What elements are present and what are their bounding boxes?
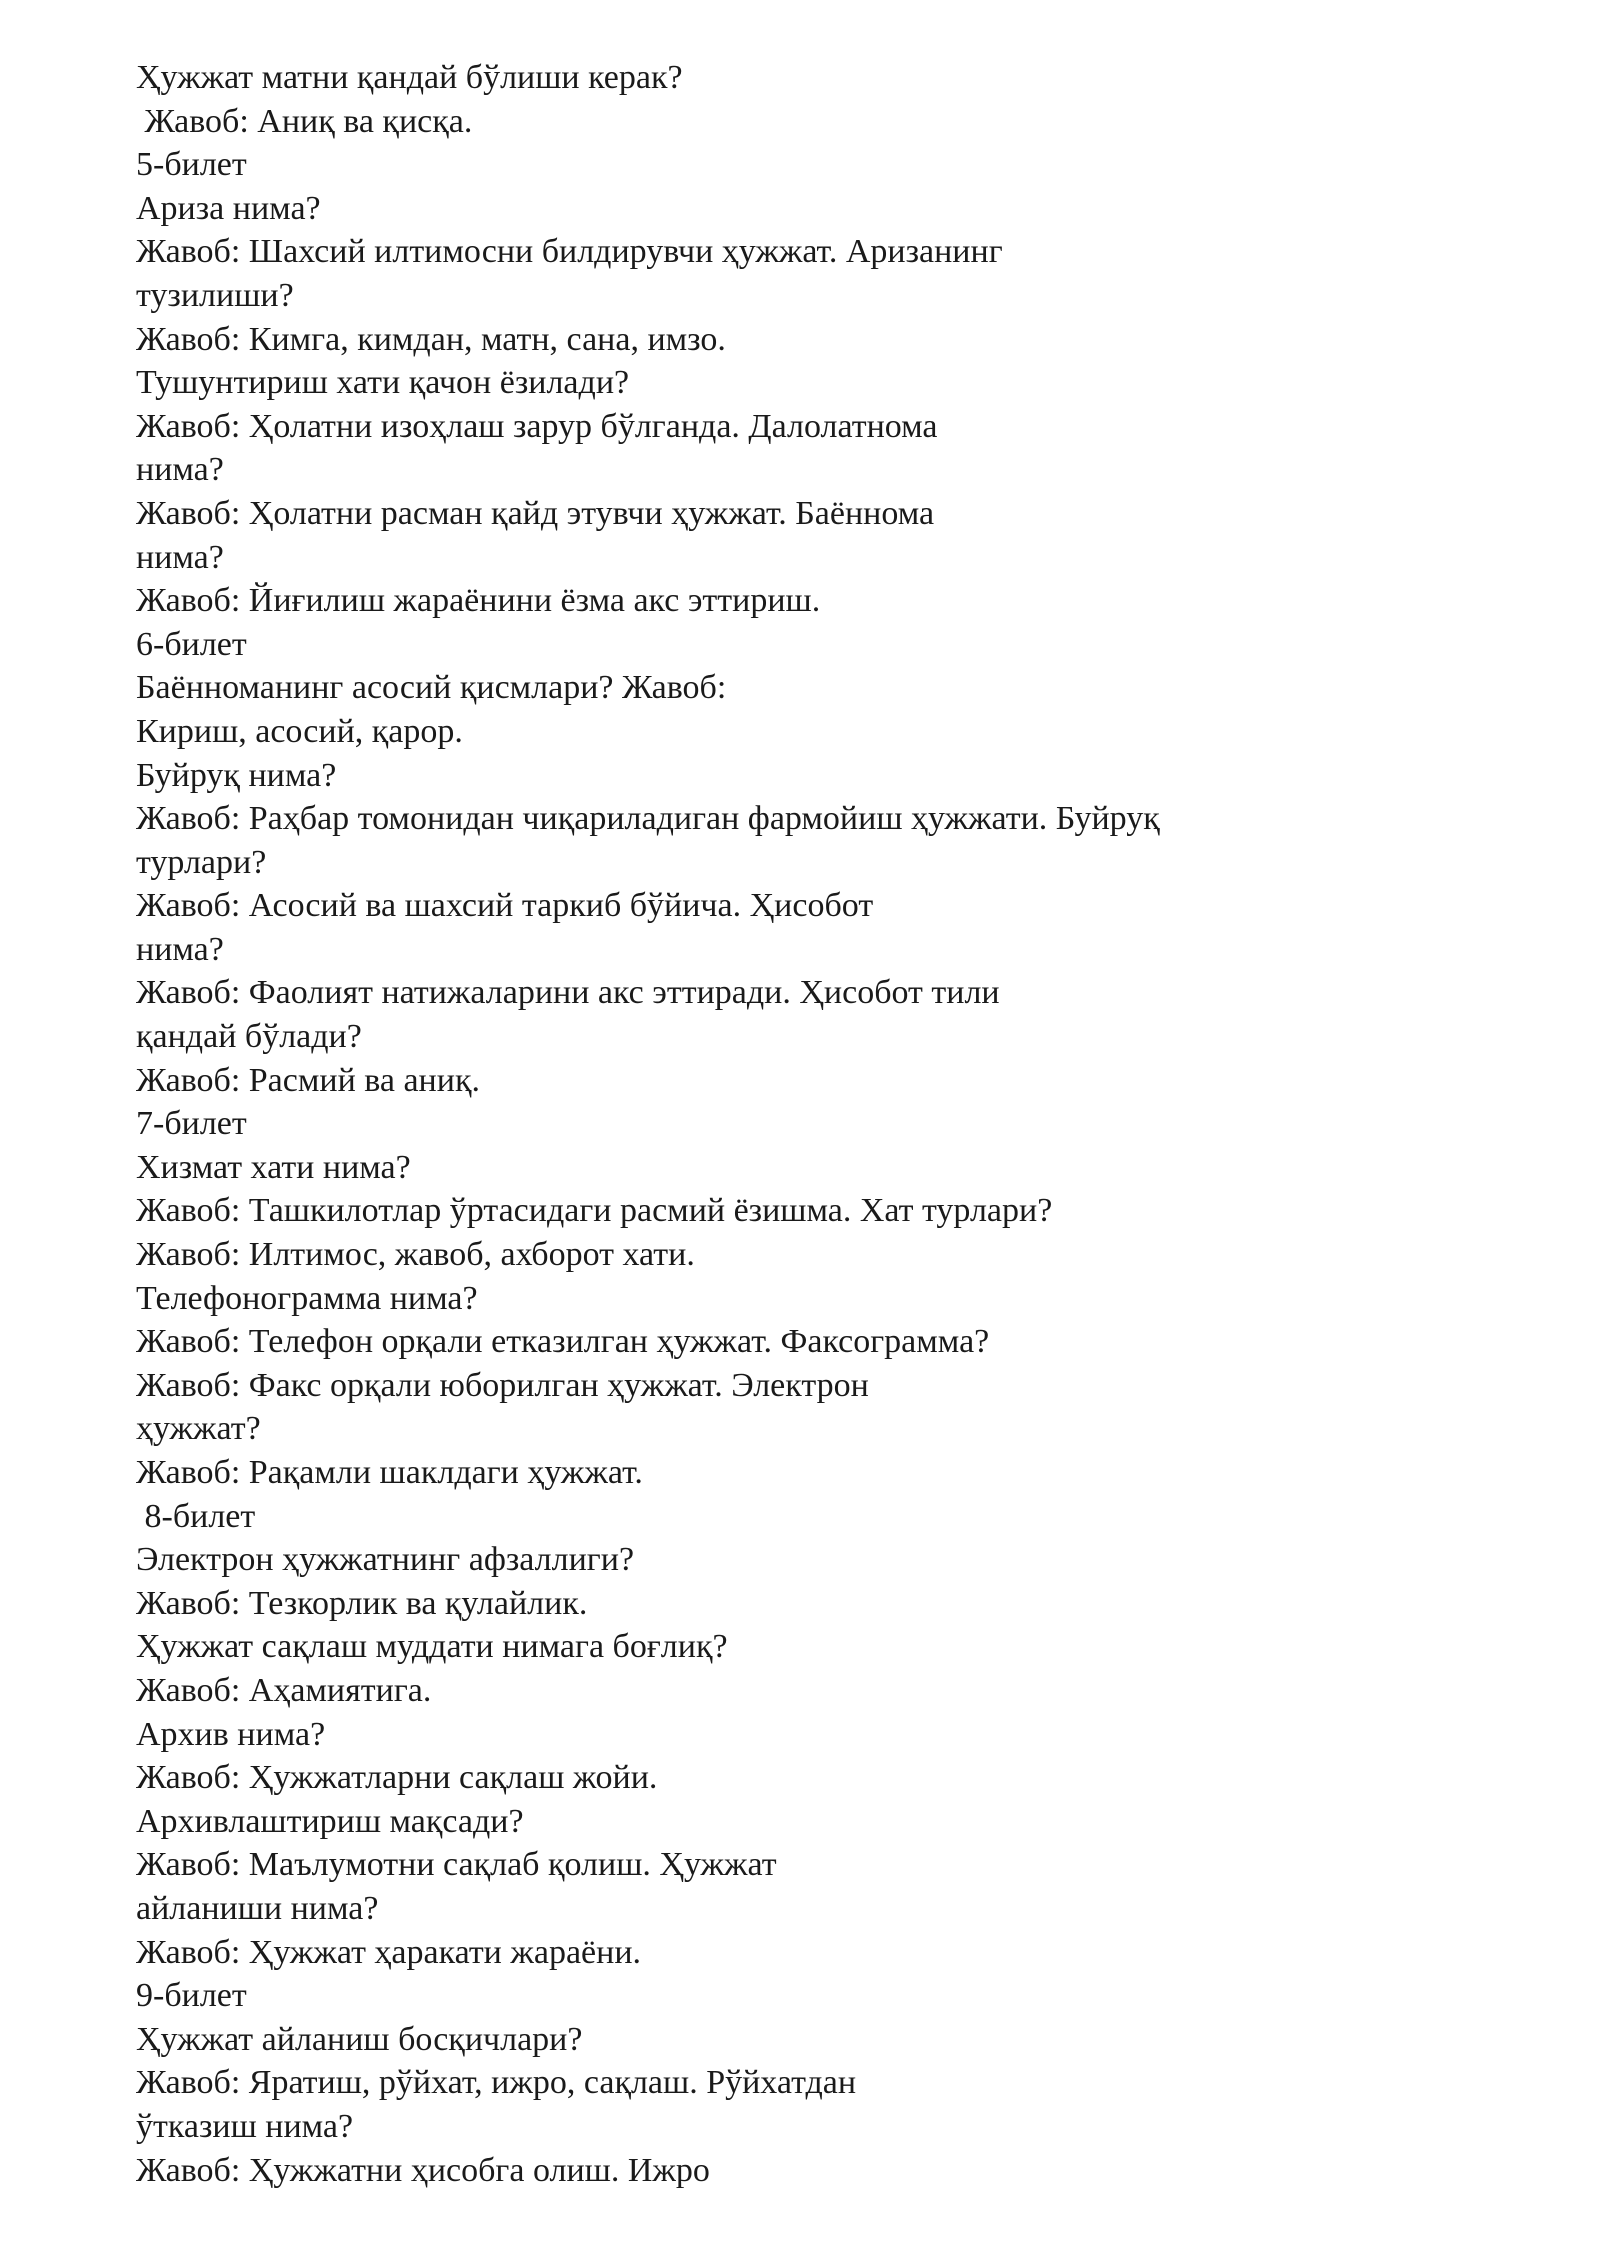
document-line: Тушунтириш хати қачон ёзилади? (136, 364, 630, 402)
document-line: Ариза нима? (136, 189, 321, 227)
document-line: Ҳужжат сақлаш муддати нимага боғлиқ? (136, 1628, 728, 1666)
document-line: Жавоб: Факс орқали юборилган ҳужжат. Электрон (136, 1366, 869, 1404)
document-line: нима? (136, 538, 224, 576)
document-line: 7-билет (136, 1105, 247, 1143)
document-line: Жавоб: Аҳамиятига. (136, 1671, 432, 1709)
document-line: Жавоб: Аниқ ва қисқа. (136, 102, 473, 140)
document-line: тузилиши? (136, 276, 294, 314)
document-line: Жавоб: Расмий ва аниқ. (136, 1061, 480, 1099)
document-line: Ҳужжат айланиш босқичлари? (136, 2020, 583, 2058)
document-line: Жавоб: Йиғилиш жараёнини ёзма акс эттириш. (136, 582, 821, 620)
document-line: Жавоб: Ҳолатни расман қайд этувчи ҳужжат. Баённома (136, 494, 935, 532)
document-line: Кириш, асосий, қарор. (136, 712, 463, 750)
document-line: нима? (136, 451, 224, 489)
document-line: 8-билет (136, 1497, 256, 1535)
document-line: айланиши нима? (136, 1889, 379, 1927)
document-line: Электрон ҳужжатнинг афзаллиги? (136, 1541, 635, 1579)
document-line: Архив нима? (136, 1715, 326, 1753)
document-line: Архивлаштириш мақсади? (136, 1802, 524, 1840)
document-line: Баённоманинг асосий қисмлари? Жавоб: (136, 669, 727, 707)
document-line: Жавоб: Фаолият натижаларини акс эттиради. Ҳисобот тили (136, 974, 1000, 1012)
document-line: Жавоб: Ҳужжат ҳаракати жараёни. (136, 1933, 642, 1971)
document-line: Жавоб: Кимга, кимдан, матн, сана, имзо. (136, 320, 726, 358)
document-line: Жавоб: Шахсий илтимосни билдирувчи ҳужжат. Аризанинг (136, 233, 1003, 271)
document-line: турлари? (136, 843, 267, 881)
document-line: Жавоб: Телефон орқали етказилган ҳужжат. Факсограмма? (136, 1323, 990, 1361)
document-line: Телефонограмма нима? (136, 1279, 478, 1317)
document-line: Жавоб: Асосий ва шахсий таркиб бўйича. Ҳисобот (136, 887, 874, 925)
document-line: ҳужжат? (136, 1410, 261, 1448)
document-line: 5-билет (136, 146, 247, 184)
document-line: ўтказиш нима? (136, 2107, 354, 2145)
document-line: Жавоб: Ташкилотлар ўртасидаги расмий ёзишма. Хат турлари? (136, 1192, 1053, 1230)
document-line: Жавоб: Маълумотни сақлаб қолиш. Ҳужжат (136, 1846, 777, 1884)
document-line: Жавоб: Тезкорлик ва қулайлик. (136, 1584, 588, 1622)
document-line: Жавоб: Ҳужжатларни сақлаш жойи. (136, 1759, 658, 1797)
document-line: Жавоб: Ҳолатни изоҳлаш зарур бўлганда. Далолатнома (136, 407, 938, 445)
document-line: қандай бўлади? (136, 1018, 362, 1056)
document-line: Жавоб: Ҳужжатни ҳисобга олиш. Ижро (136, 2151, 710, 2189)
document-line: Жавоб: Рақамли шаклдаги ҳужжат. (136, 1454, 643, 1491)
document-line: Ҳужжат матни қандай бўлиши керак? (136, 59, 683, 96)
document-body (136, 56, 1536, 2192)
document-line: Жавоб: Раҳбар томонидан чиқариладиган фармойиш ҳужжати. Буйруқ (136, 800, 1160, 838)
document-line: нима? (136, 930, 224, 968)
document-line: Буйруқ нима? (136, 756, 337, 794)
document-line: Хизмат хати нима? (136, 1148, 411, 1186)
document-line: 6-билет (136, 625, 247, 663)
document-line: Жавоб: Яратиш, рўйхат, ижро, сақлаш. Рўйхатдан (136, 2064, 857, 2102)
document-line: 9-билет (136, 1977, 247, 2015)
document-line: Жавоб: Илтимос, жавоб, ахборот хати. (136, 1236, 695, 1274)
